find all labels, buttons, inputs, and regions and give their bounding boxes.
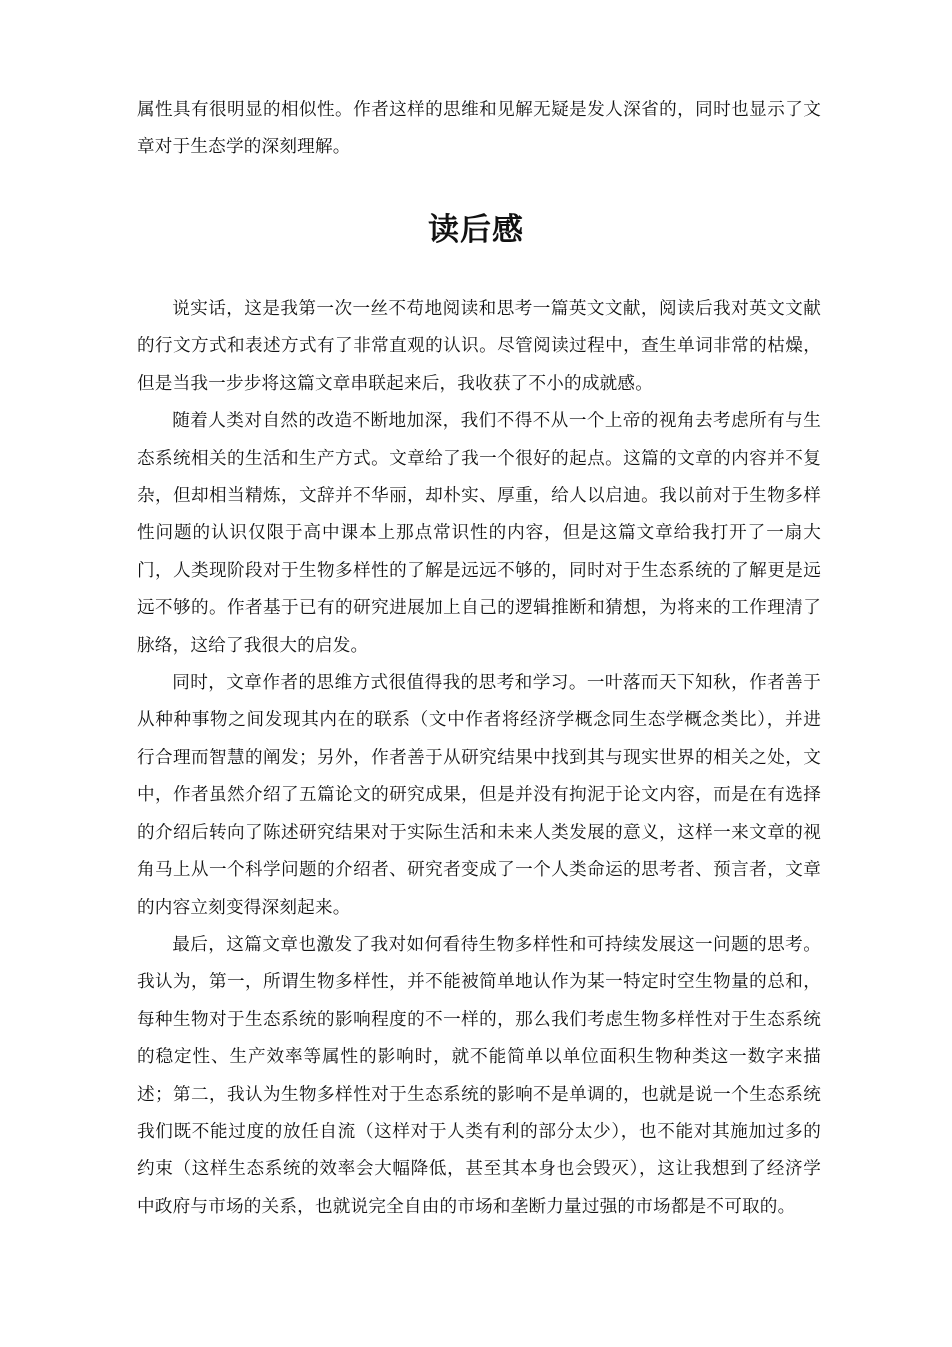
essay-body [137,291,821,1226]
continuation-paragraph: 属性具有很明显的相似性。作者这样的思维和见解无疑是发人深省的，同时也显示了文章对于生态学的深刻理解。 [137,100,821,158]
paragraph-4: 最后，这篇文章也激发了我对如何看待生物多样性和可持续发展这一问题的思考。我认为，第一，所谓生物多样性，并不能被简单地认作为某一特定时空生物量的总和，每种生物对于生态系统的影响程度的不一样的，那么我们考虑生物多样性对于生态系统的稳定性、生产效率等属性的影响时，就不能简单以单位面积生物种类这一数字来描述；第二，我认为生物多样性对于生态系统的影响不是单调的，也就是说一个生态系统我们既不能过度的放任自流（这样对于人类有利的部分太少），也不能对其施加过多的约束（这样生态系统的效率会大幅降低，甚至其本身也会毁灭），这让我想到了经济学中政府与市场的关系，也就说完全自由的市场和垄断力量过强的市场都是不可取的。 [137,934,821,1217]
paragraph-3: 同时，文章作者的思维方式很值得我的思考和学习。一叶落而天下知秋，作者善于从种种事物之间发现其内在的联系（文中作者将经济学概念同生态学概念类比），并进行合理而智慧的阐发；另外，作者善于从研究结果中找到其与现实世界的相关之处，文中，作者虽然介绍了五篇论文的研究成果，但是并没有拘泥于论文内容，而是在有选择的介绍后转向了陈述研究结果对于实际生活和未来人类发展的意义，这样一来文章的视角马上从一个科学问题的介绍者、研究者变成了一个人类命运的思考者、预言者，文章的内容立刻变得深刻起来。 [137,673,821,918]
paragraph-1: 说实话，这是我第一次一丝不苟地阅读和思考一篇英文文献，阅读后我对英文文献的行文方式和表述方式有了非常直观的认识。尽管阅读过程中，查生单词非常的枯燥，但是当我一步步将这篇文章串联起来后，我收获了不小的成就感。 [137,299,821,394]
paragraph-2: 随着人类对自然的改造不断地加深，我们不得不从一个上帝的视角去考虑所有与生态系统相关的生活和生产方式。文章给了我一个很好的起点。这篇的文章的内容并不复杂，但却相当精炼，文辞并不华丽，却朴实、厚重，给人以启迪。我以前对于生物多样性问题的认识仅限于高中课本上那点常识性的内容，但是这篇文章给我打开了一扇大门，人类现阶段对于生物多样性的了解是远远不够的，同时对于生态系统的了解更是远远不够的。作者基于已有的研究进展加上自己的逻辑推断和猜想，为将来的工作理清了脉络，这给了我很大的启发。 [137,411,821,656]
section-title: 读后感 [428,212,524,248]
